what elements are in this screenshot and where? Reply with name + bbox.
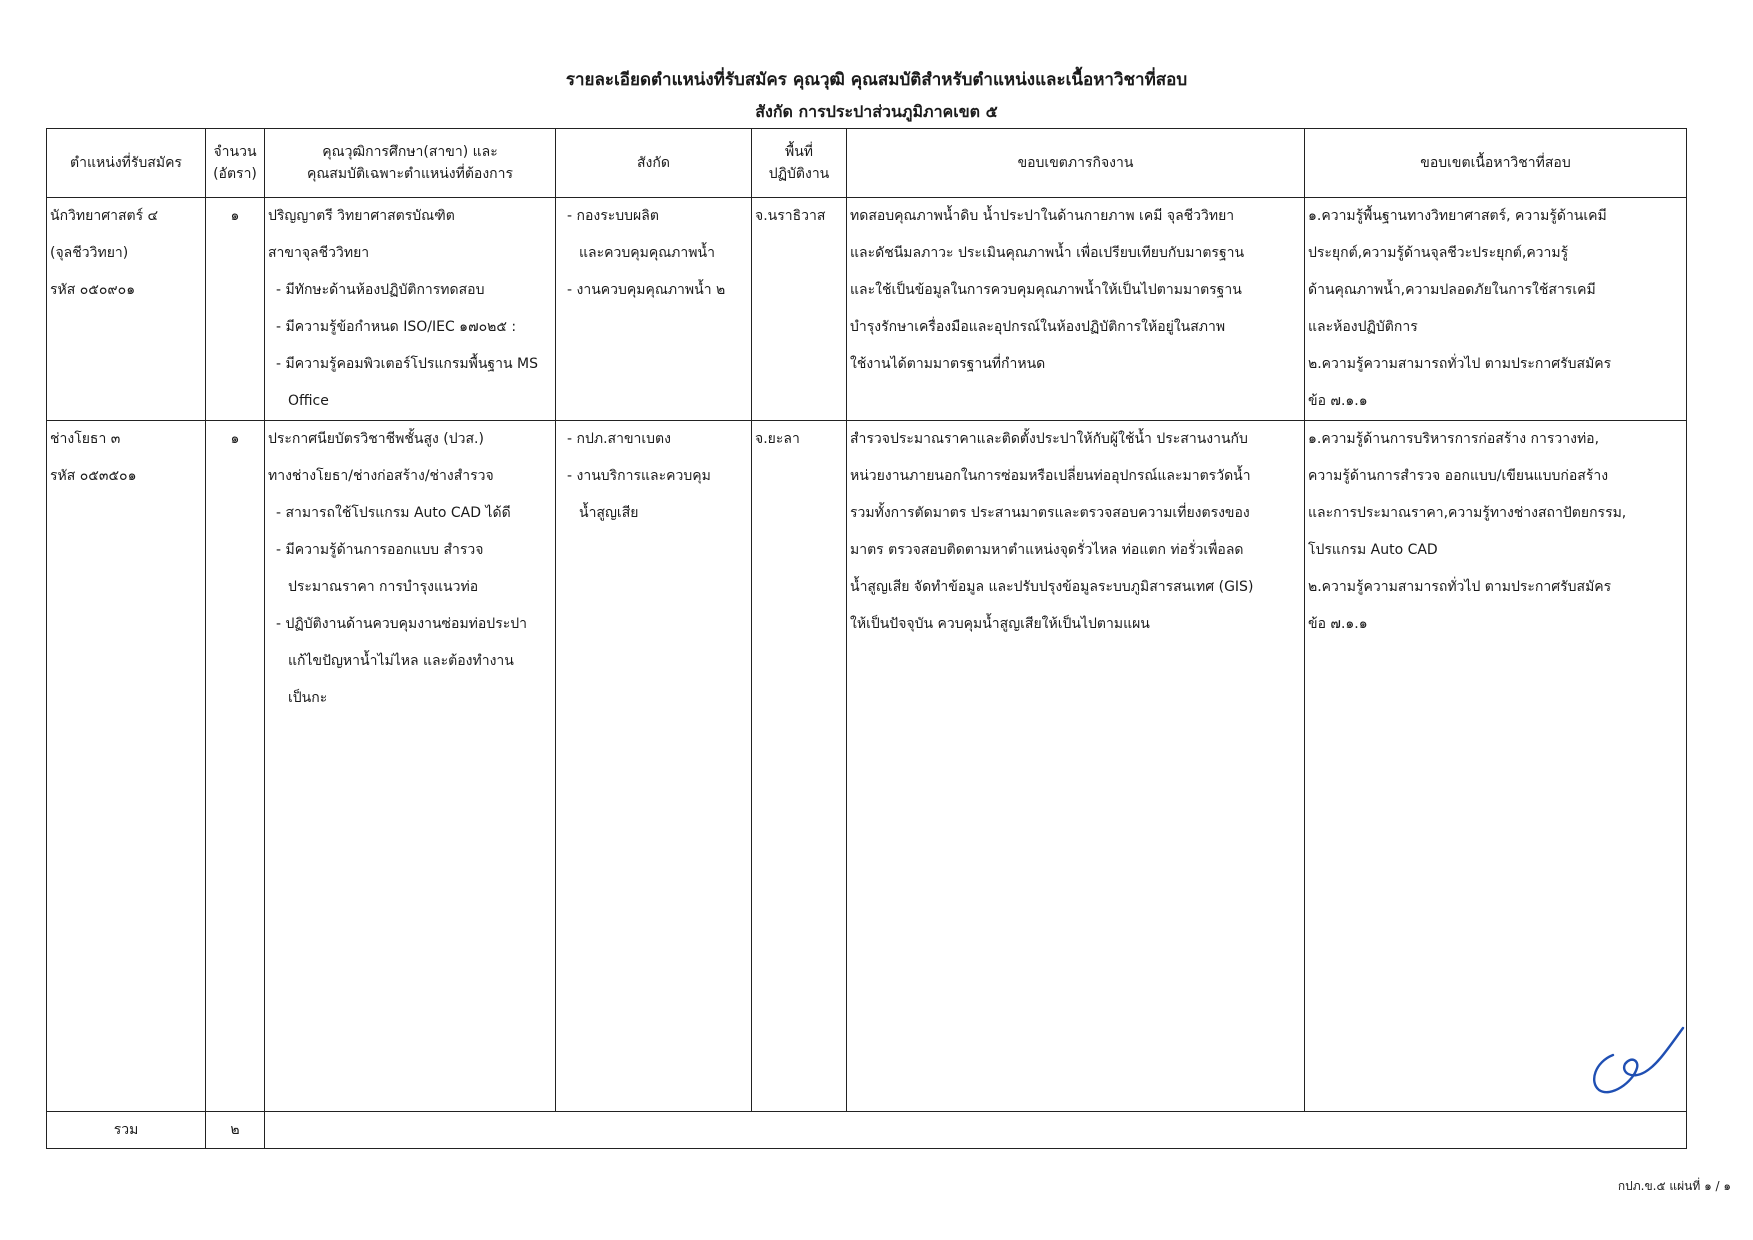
cell-qualification bbox=[265, 198, 556, 421]
text-line: แก้ไขปัญหาน้ำไม่ไหล และต้องทำงาน bbox=[288, 653, 514, 669]
text-line: ๑.ความรู้ด้านการบริหารการก่อสร้าง การวางท่อ, bbox=[1308, 431, 1600, 447]
cell-qualification bbox=[265, 421, 556, 1112]
text-line: ให้เป็นปัจจุบัน ควบคุมน้ำสูญเสียให้เป็นไปตามแผน bbox=[850, 616, 1150, 632]
count-value: ๑ bbox=[230, 208, 240, 224]
header-line: (อัตรา) bbox=[213, 166, 257, 182]
text-line: ๑.ความรู้พื้นฐานทางวิทยาศาสตร์, ความรู้ด้านเคมี bbox=[1308, 208, 1607, 224]
text-line: - กองระบบผลิต bbox=[567, 208, 659, 224]
text-line: โปรแกรม Auto CAD bbox=[1308, 542, 1438, 558]
text-line: และควบคุมคุณภาพน้ำ bbox=[579, 245, 715, 261]
text-line: รหัส ๐๕๐๙๐๑ bbox=[50, 282, 136, 298]
page-reference: กปภ.ข.๕ แผ่นที่ ๑ / ๑ bbox=[1617, 1179, 1731, 1193]
text-line: ทางช่างโยธา/ช่างก่อสร้าง/ช่างสำรวจ bbox=[268, 468, 494, 484]
text-line: ข้อ ๗.๑.๑ bbox=[1308, 616, 1368, 632]
cell-area bbox=[752, 198, 847, 421]
text-line: และใช้เป็นข้อมูลในการควบคุมคุณภาพน้ำให้เป็นไปตามมาตรฐาน bbox=[850, 282, 1242, 298]
text-line: สำรวจประมาณราคาและติดตั้งประปาให้กับผู้ใช้น้ำ ประสานงานกับ bbox=[850, 431, 1248, 447]
total-empty bbox=[265, 1112, 1687, 1149]
text-line: - งานควบคุมคุณภาพน้ำ ๒ bbox=[567, 282, 726, 298]
text-line: ด้านคุณภาพน้ำ,ความปลอดภัยในการใช้สารเคมี bbox=[1308, 282, 1596, 298]
text-line: จ.ยะลา bbox=[755, 431, 800, 447]
text-line: - มีทักษะด้านห้องปฏิบัติการทดสอบ bbox=[276, 282, 485, 298]
document-subtitle: สังกัด การประปาส่วนภูมิภาคเขต ๕ bbox=[755, 102, 998, 121]
text-line: - มีความรู้คอมพิวเตอร์โปรแกรมพื้นฐาน MS bbox=[276, 356, 539, 372]
text-line: - ปฏิบัติงานด้านควบคุมงานซ่อมท่อประปา bbox=[276, 616, 527, 632]
signature-mark bbox=[1585, 1020, 1695, 1100]
cell-count bbox=[206, 421, 265, 1112]
total-value: ๒ bbox=[206, 1112, 265, 1149]
header-line: สังกัด bbox=[637, 155, 670, 171]
text-line: นักวิทยาศาสตร์ ๔ bbox=[50, 208, 159, 224]
text-line: และการประมาณราคา,ความรู้ทางช่างสถาปัตยกรรม, bbox=[1308, 505, 1627, 521]
cell-exam bbox=[1305, 198, 1687, 421]
text-line: น้ำสูญเสีย bbox=[579, 505, 639, 521]
text-line: ช่างโยธา ๓ bbox=[50, 431, 121, 447]
text-line: บำรุงรักษาเครื่องมือและอุปกรณ์ในห้องปฏิบัติการให้อยู่ในสภาพ bbox=[850, 319, 1226, 335]
text-line: ปริญญาตรี วิทยาศาสตรบัณฑิต bbox=[268, 208, 455, 224]
text-line: - งานบริการและควบคุม bbox=[567, 468, 711, 484]
header-line: ขอบเขตเนื้อหาวิชาที่สอบ bbox=[1420, 155, 1571, 171]
cell-scope bbox=[847, 198, 1305, 421]
text-line: และห้องปฏิบัติการ bbox=[1308, 319, 1418, 335]
header-qualification bbox=[265, 129, 556, 198]
header-exam bbox=[1305, 129, 1687, 198]
text-line: ๒.ความรู้ความสามารถทั่วไป ตามประกาศรับสมัคร bbox=[1308, 356, 1612, 372]
total-label: รวม bbox=[47, 1112, 206, 1149]
text-line: รหัส ๐๕๓๕๐๑ bbox=[50, 468, 137, 484]
text-line: Office bbox=[288, 393, 329, 409]
header-line: ปฏิบัติงาน bbox=[768, 166, 830, 182]
text-line: ความรู้ด้านการสำรวจ ออกแบบ/เขียนแบบก่อสร้าง bbox=[1308, 468, 1609, 484]
header-line: คุณวุฒิการศึกษา(สาขา) และ bbox=[322, 144, 498, 160]
cell-scope bbox=[847, 421, 1305, 1112]
header-line: ขอบเขตภารกิจงาน bbox=[1017, 155, 1134, 171]
header-area bbox=[752, 129, 847, 198]
header-count bbox=[206, 129, 265, 198]
table-header-row bbox=[47, 129, 1687, 198]
header-affiliation bbox=[556, 129, 752, 198]
header-line: จำนวน bbox=[213, 144, 257, 160]
positions-table bbox=[46, 128, 1687, 1149]
text-line: รวมทั้งการตัดมาตร ประสานมาตรและตรวจสอบความเที่ยงตรงของ bbox=[850, 505, 1250, 521]
header-line: คุณสมบัติเฉพาะตำแหน่งที่ต้องการ bbox=[306, 166, 514, 182]
text-line: ๒.ความรู้ความสามารถทั่วไป ตามประกาศรับสมัคร bbox=[1308, 579, 1612, 595]
cell-area bbox=[752, 421, 847, 1112]
cell-position bbox=[47, 421, 206, 1112]
text-line: น้ำสูญเสีย จัดทำข้อมูล และปรับปรุงข้อมูลระบบภูมิสารสนเทศ (GIS) bbox=[850, 579, 1254, 595]
text-line: - สามารถใช้โปรแกรม Auto CAD ได้ดี bbox=[276, 505, 511, 521]
header-scope bbox=[847, 129, 1305, 198]
cell-affiliation bbox=[556, 421, 752, 1112]
text-line: จ.นราธิวาส bbox=[755, 208, 826, 224]
document-title: รายละเอียดตำแหน่งที่รับสมัคร คุณวุฒิ คุณสมบัติสำหรับตำแหน่งและเนื้อหาวิชาที่สอบ bbox=[565, 70, 1188, 90]
header-line: พื้นที่ bbox=[784, 144, 814, 160]
text-line: มาตร ตรวจสอบติดตามหาตำแหน่งจุดรั่วไหล ท่อแตก ท่อรั่วเพื่อลด bbox=[850, 542, 1244, 558]
text-line: สาขาจุลชีววิทยา bbox=[268, 245, 370, 261]
text-line: ทดสอบคุณภาพน้ำดิบ น้ำประปาในด้านกายภาพ เคมี จุลชีววิทยา bbox=[850, 208, 1235, 224]
cell-count bbox=[206, 198, 265, 421]
text-line: เป็นกะ bbox=[288, 690, 328, 706]
header-line: ตำแหน่งที่รับสมัคร bbox=[70, 155, 182, 171]
text-line: ประมาณราคา การบำรุงแนวท่อ bbox=[288, 579, 479, 595]
text-line: - มีความรู้ข้อกำหนด ISO/IEC ๑๗๐๒๕ : bbox=[276, 319, 517, 335]
table-row bbox=[47, 421, 1687, 1112]
count-value: ๑ bbox=[230, 431, 240, 447]
table-row bbox=[47, 198, 1687, 421]
cell-exam bbox=[1305, 421, 1687, 1112]
text-line: ประยุกต์,ความรู้ด้านจุลชีวะประยุกต์,ความรู้ bbox=[1308, 245, 1569, 261]
text-line: (จุลชีววิทยา) bbox=[50, 245, 129, 261]
total-row bbox=[47, 1112, 1687, 1149]
text-line: ข้อ ๗.๑.๑ bbox=[1308, 393, 1368, 409]
header-position bbox=[47, 129, 206, 198]
text-line: - กปภ.สาขาเบตง bbox=[567, 431, 671, 447]
signature-stroke bbox=[1594, 1028, 1683, 1092]
text-line: และดัชนีมลภาวะ ประเมินคุณภาพน้ำ เพื่อเปรียบเทียบกับมาตรฐาน bbox=[850, 245, 1245, 261]
cell-position bbox=[47, 198, 206, 421]
text-line: - มีความรู้ด้านการออกแบบ สำรวจ bbox=[276, 542, 484, 558]
text-line: ใช้งานได้ตามมาตรฐานที่กำหนด bbox=[850, 356, 1046, 372]
cell-affiliation bbox=[556, 198, 752, 421]
text-line: หน่วยงานภายนอกในการซ่อมหรือเปลี่ยนท่ออุปกรณ์และมาตรวัดน้ำ bbox=[850, 468, 1251, 484]
text-line: ประกาศนียบัตรวิชาชีพชั้นสูง (ปวส.) bbox=[268, 431, 484, 447]
